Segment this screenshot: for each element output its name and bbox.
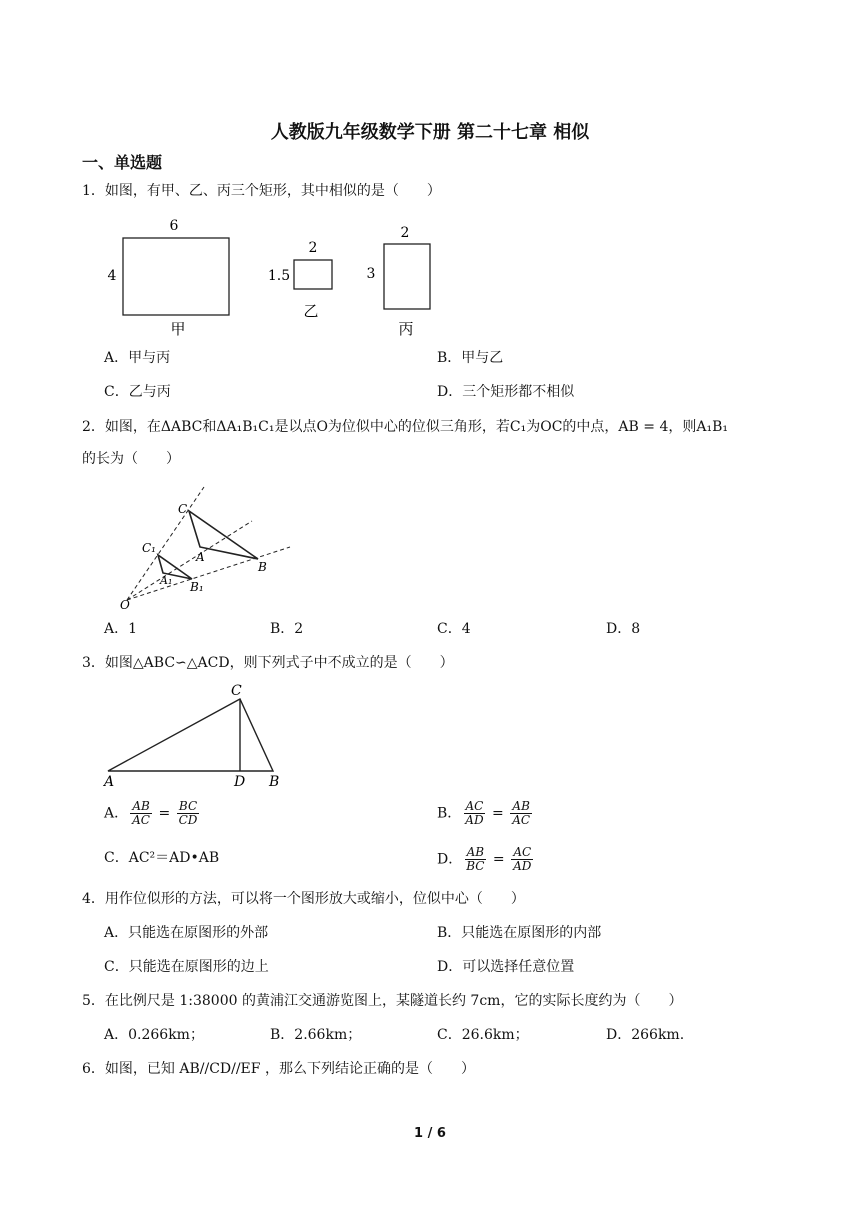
q3-label-b: B	[269, 774, 280, 790]
equals-sign: =	[158, 805, 171, 822]
q1-option-c: C．乙与丙	[104, 384, 171, 400]
question-2-line-2: 的长为（ ）	[82, 451, 180, 467]
equals-sign: =	[492, 851, 505, 868]
q2-option-c: C．4	[437, 621, 471, 637]
q1-option-a: A．甲与丙	[104, 350, 171, 366]
q5-option-b: B．2.66km；	[270, 1027, 362, 1043]
label-b1: B₁	[190, 580, 204, 594]
fraction-bc-cd	[177, 800, 200, 827]
numerator: AB	[132, 799, 150, 813]
fraction-ac-ad	[511, 846, 533, 873]
denominator: AC	[512, 813, 531, 827]
page-title: 人教版九年级数学下册 第二十七章 相似	[270, 122, 590, 143]
bing-left-label: 3	[366, 266, 376, 282]
label-c: C	[178, 502, 188, 516]
yi-name: 乙	[303, 302, 319, 320]
q4-option-c: C．只能选在原图形的边上	[104, 959, 269, 975]
question-1-text: 1．如图，有甲、乙、丙三个矩形，其中相似的是（ ）	[82, 183, 441, 199]
q3-option-a	[104, 800, 201, 827]
numerator: AB	[512, 799, 530, 813]
q2-option-d: D．8	[606, 621, 641, 637]
rect-jia	[123, 238, 229, 315]
question-2-line-1: 2．如图，在ΔABC和ΔA₁B₁C₁是以点O为位似中心的位似三角形，若C₁为OC的中点，AB = 4，则A₁B₁	[82, 419, 728, 435]
jia-top-label: 6	[169, 218, 179, 234]
fraction-ab-ac	[510, 800, 532, 827]
jia-name: 甲	[170, 320, 186, 338]
q3-option-c: C．AC²＝AD•AB	[104, 850, 220, 866]
denominator: BC	[466, 859, 485, 873]
question-3-figure	[100, 682, 290, 790]
q3-label-d: D	[234, 774, 246, 790]
label-o: O	[120, 598, 130, 612]
label-a: A	[196, 550, 205, 564]
triangle-abc-q3	[108, 699, 273, 771]
denominator: AD	[465, 813, 484, 827]
question-4-text: 4．用作位似形的方法，可以将一个图形放大或缩小，位似中心（ ）	[82, 891, 525, 907]
bing-name: 丙	[398, 320, 414, 338]
page-number: 1 / 6	[414, 1126, 446, 1141]
label-c1: C₁	[142, 541, 156, 555]
q3-option-d	[437, 846, 535, 873]
jia-left-label: 4	[107, 268, 117, 284]
question-5-text: 5．在比例尺是 1:38000 的黄浦江交通游览图上，某隧道长约 7cm，它的实际长度约为（ ）	[82, 993, 683, 1009]
q3-label-c: C	[231, 683, 242, 699]
label-a1: A₁	[160, 574, 173, 587]
q5-option-d: D．266km.	[606, 1027, 685, 1043]
q1-option-d: D．三个矩形都不相似	[437, 384, 575, 400]
q4-option-a: A．只能选在原图形的外部	[104, 925, 269, 941]
question-2-figure	[112, 485, 302, 615]
denominator: AC	[132, 813, 150, 827]
rect-bing	[384, 244, 430, 309]
section-heading: 一、单选题	[82, 153, 163, 172]
yi-left-label: 1.5	[267, 268, 291, 284]
question-1-figure	[100, 210, 460, 340]
fraction-ac-ad	[463, 800, 485, 827]
fraction-ab-bc	[464, 846, 486, 873]
question-3-text: 3．如图△ABC∽△ACD，则下列式子中不成立的是（ ）	[82, 655, 454, 671]
numerator: AC	[465, 799, 484, 813]
q5-option-a: A．0.266km；	[104, 1027, 204, 1043]
q3-option-a-label: A．	[104, 805, 129, 822]
numerator: AC	[513, 845, 532, 859]
q2-option-b: B．2	[270, 621, 304, 637]
numerator: AB	[466, 845, 485, 859]
q5-option-c: C．26.6km；	[437, 1027, 529, 1043]
q3-option-b	[437, 800, 534, 827]
q1-option-b: B．甲与乙	[437, 350, 504, 366]
fraction-ab-ac	[130, 800, 152, 827]
bing-top-label: 2	[400, 225, 410, 241]
rect-yi	[294, 260, 332, 289]
q3-label-a: A	[104, 774, 115, 790]
label-b: B	[258, 560, 267, 574]
q2-option-a: A．1	[104, 621, 138, 637]
equals-sign: =	[492, 805, 504, 822]
q3-option-d-label: D．	[437, 851, 463, 868]
q4-option-b: B．只能选在原图形的内部	[437, 925, 602, 941]
q4-option-d: D．可以选择任意位置	[437, 959, 575, 975]
numerator: BC	[178, 799, 198, 813]
q3-option-b-label: B．	[437, 805, 462, 822]
denominator: AD	[513, 859, 532, 873]
question-6-text: 6．如图，已知 AB//CD//EF ，那么下列结论正确的是（ ）	[82, 1061, 475, 1077]
denominator: CD	[178, 813, 198, 827]
yi-top-label: 2	[308, 240, 318, 256]
